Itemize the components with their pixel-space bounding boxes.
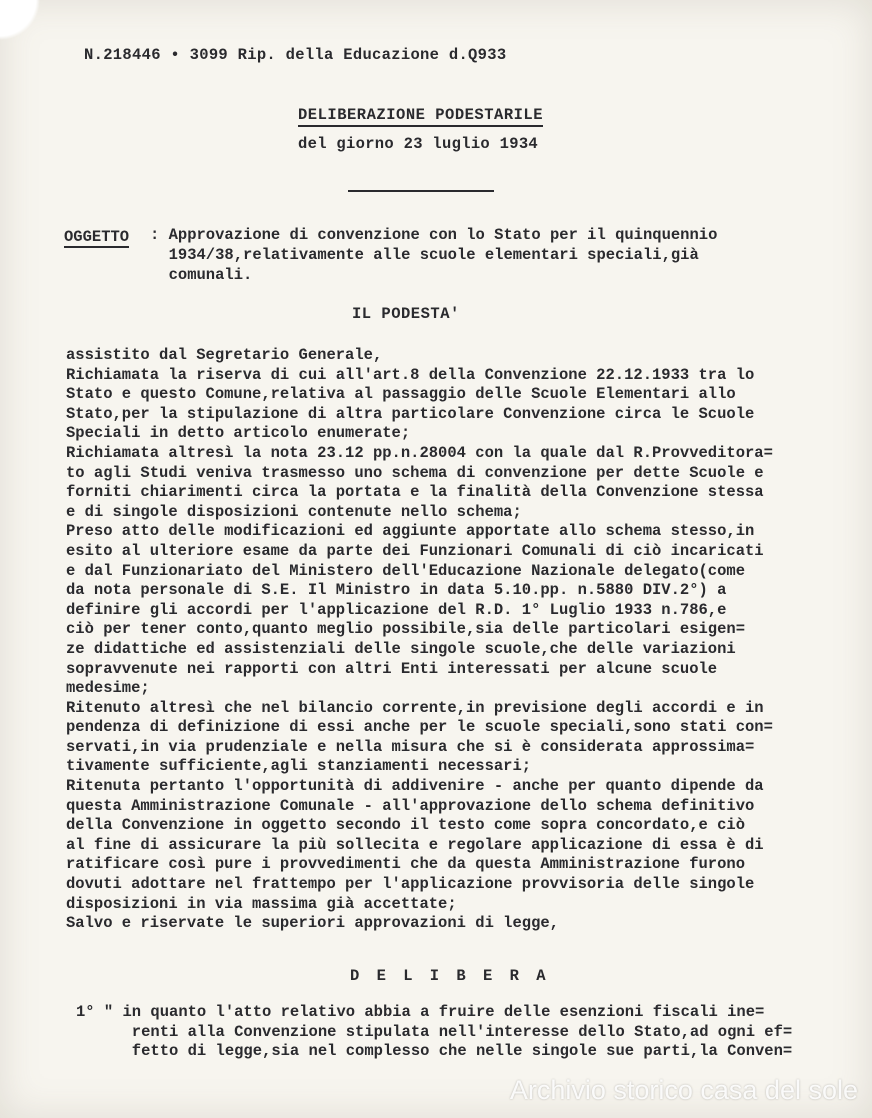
text-line: da nota personale di S.E. Il Ministro in data 5.10.pp. n.5880 DIV.2°) a (66, 581, 727, 600)
text-line: renti alla Convenzione stipulata nell'interesse dello Stato,ad ogni ef= (76, 1022, 793, 1041)
text-line: disposizioni in via massima già accettate; (66, 894, 457, 913)
text-line: assistito dal Segretario Generale, (66, 346, 383, 364)
text-line: questa Amministrazione Comunale - all'approvazione dello schema definitivo (66, 796, 755, 815)
text-line: fetto di legge,sia nel complesso che nelle singole sue parti,la Conven= (76, 1042, 793, 1061)
oggetto-line: comunali. (150, 266, 253, 284)
oggetto-line: 1934/38,relativamente alle scuole elementari speciali,già (150, 246, 699, 264)
delibera-item-1 (76, 1003, 866, 1062)
oggetto-label: OGGETTO (64, 228, 130, 246)
text-line: Stato,per la stipulazione di altra particolare Convenzione circa le Scuole (66, 404, 755, 423)
text-line: ratificare così pure i provvedimenti che da questa Amministrazione furono (66, 855, 746, 874)
text-line: Stato e questo Comune,relativa al passaggio delle Scuole Elementari allo (66, 385, 736, 404)
text-line: Ritenuta pertanto l'opportunità di addivenire - anche per quanto dipende da (66, 777, 764, 796)
text-line: servati,in via prudenziale e nella misura che si è considerata approssima= (66, 737, 755, 756)
podesta-heading: IL PODESTA' (352, 305, 460, 323)
text-line: Speciali in detto articolo enumerate; (66, 424, 411, 443)
text-line: ze didattiche ed assistenziali delle singole scuole,che delle variazioni (66, 639, 736, 658)
text-line: Richiamata la riserva di cui all'art.8 della Convenzione 22.12.1933 tra lo (66, 365, 755, 384)
text-line: al fine di assicurare la più sollecita e regolare applicazione di essa è di (66, 835, 764, 854)
text-line: 1° " in quanto l'atto relativo abbia a fruire delle esenzioni fiscali ine= (76, 1003, 765, 1021)
reference-number: N.218446 • 3099 Rip. della Educazione d.Q933 (84, 46, 507, 64)
text-line: pendenza di definizione di essi anche per le scuole speciali,sono stati con= (66, 718, 773, 737)
body-text (66, 346, 856, 934)
text-line: dovuti adottare nel frattempo per l'applicazione provvisoria delle singole (66, 875, 755, 894)
text-line: esito al ulteriore esame da parte dei Funzionari Comunali di ciò incaricati (66, 541, 764, 560)
text-line: tivamente sufficiente,agli stanziamenti necessari; (66, 757, 532, 776)
text-line: to agli Studi veniva trasmesso uno schema di convenzione per dette Scuole e (66, 463, 764, 482)
torn-corner (0, 0, 70, 70)
text-line: Ritenuto altresì che nel bilancio corrente,in previsione degli accordi e in (66, 698, 764, 717)
text-line: della Convenzione in oggetto secondo il testo come sopra concordato,e ciò (66, 816, 746, 835)
text-line: e di singole disposizioni contenute nello schema; (66, 502, 522, 521)
text-line: forniti chiarimenti circa la portata e la finalità della Convenzione stessa (66, 483, 764, 502)
text-line: Richiamata altresì la nota 23.12 pp.n.28004 con la quale dal R.Provveditora= (66, 443, 773, 462)
delibera-heading: D E L I B E R A (350, 967, 550, 985)
text-line: ciò per tener conto,quanto meglio possibile,sia delle particolari esigen= (66, 620, 746, 639)
text-line: Preso atto delle modificazioni ed aggiunte apportate allo schema stesso,in (66, 522, 755, 541)
text-line: medesime; (66, 679, 150, 698)
oggetto-text (150, 225, 850, 285)
divider-rule (348, 190, 494, 192)
text-line: Salvo e riservate le superiori approvazioni di legge, (66, 914, 559, 933)
text-line: e dal Funzionariato del Ministero dell'Educazione Nazionale delegato(come (66, 561, 746, 580)
text-line: sopravvenute nei rapporti con altri Enti interessati per alcune scuole (66, 659, 718, 678)
text-line: definire gli accordi per l'applicazione del R.D. 1° Luglio 1933 n.786,e (66, 600, 727, 619)
document-date: del giorno 23 luglio 1934 (298, 135, 539, 153)
oggetto-line: : Approvazione di convenzione con lo Stato per il quinquennio (150, 226, 718, 244)
document-title: DELIBERAZIONE PODESTARILE (298, 106, 543, 127)
archive-watermark: Archivio storico casa del sole (509, 1075, 858, 1105)
